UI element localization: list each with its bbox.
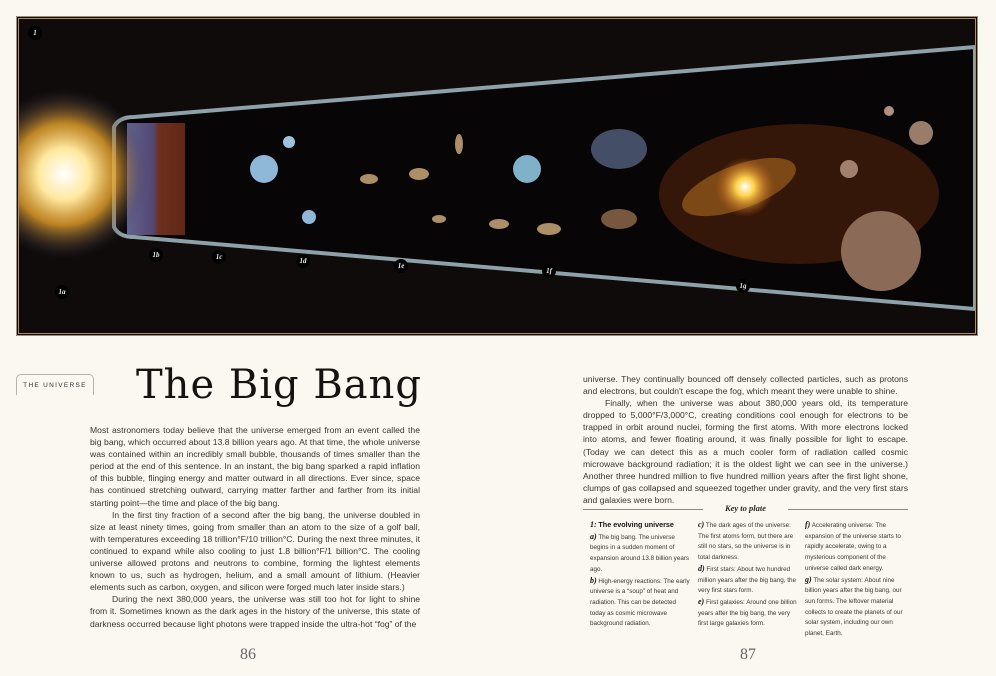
paragraph: In the first tiny fraction of a second after the big bang, the universe doubled in size at least ninety times, going from smaller than an atom to the size of a golf ball, with temperatures exceeding 18 trillion°F/10 trillion°C. During the next three minutes, it continued to expand while also cooling to just 1.8 billion°F/1 billion°C. The cooling universe allowed protons and neutrons to combine, forming the lightest elements known to us, such as hydrogen, helium, and a small amount of lithium. (Heavier elements such as carbon, oxygen, and silicon were forged much later inside stars.) <box>90 509 420 593</box>
paragraph: universe. They continually bounced off densely collected particles, such as protons and electrons, but couldn't escape the fog, which meant they were unable to shine. <box>583 374 908 397</box>
key-heading <box>583 502 908 516</box>
key-item: e) First galaxies: Around one billion years after the big bang, the very first large galaxies form. <box>698 596 797 628</box>
paragraph: Finally, when the universe was about 380,000 years old, its temperature dropped to 5,000°F/3,000°C, creating conditions cool enough for electrons to be trapped in orbit around nuclei, forming the first atoms. With more electrons locked into atoms, and fewer floating around, it was finally possible for light to escape. (Today we can detect this as a much cooler form of radiation called cosmic microwave background radiation; it is the oldest light we can see in the universe.) Another three hundred million to five hundred million years after the first light shone, clumps of gas collapsed and squeezed together under gravity, and the very first stars and galaxies were born. <box>583 398 908 505</box>
page-title: The Big Bang <box>136 362 422 408</box>
paragraph: During the next 380,000 years, the universe was still too hot for light to shine from it. Sometimes known as the dark ages in the history of the universe, this state of darkness occurred because light photons were trapped inside the ultra-hot “fog” of the <box>90 594 420 629</box>
plate-label: 1c <box>212 250 226 264</box>
plate-label: 1a <box>55 285 69 299</box>
section-tag: THE UNIVERSE <box>16 374 94 395</box>
key-item: g) The solar system: About nine billion years after the big bang, our sun forms. The leftover material collects to create the planets of our solar system, including our own planet, Earth. <box>805 574 903 638</box>
page-number-left: 86 <box>240 646 256 663</box>
plate-label: 1b <box>149 248 163 262</box>
key-heading-text: Key to plate <box>724 503 767 513</box>
expanding-universe-tube-icon <box>19 19 975 333</box>
key-item: d) First stars: About two hundred million years after the big bang, the very first stars form. <box>698 563 797 595</box>
key-item: c) The dark ages of the universe: The first atoms form, but there are still no stars, so the universe is in total darkness. <box>698 520 794 562</box>
key-number: 1: <box>590 520 597 529</box>
body-text-right <box>583 373 908 506</box>
plate-label: 1g <box>736 279 750 293</box>
plate-label: 1e <box>394 259 408 273</box>
universe-plate-illustration <box>16 16 978 336</box>
plate-label: 1d <box>296 254 310 268</box>
plate-label: 1 <box>28 26 42 40</box>
key-title: The evolving universe <box>598 520 674 529</box>
paragraph: Most astronomers today believe that the universe emerged from an event called the big bang, which occurred about 13.8 billion years ago. At that time, the whole universe was contained within an incredibly small bubble, thousands of times smaller than the period at the end of this sentence. In an instant, the big bang sparked a rapid inflation of this bubble, flinging energy and matter outward in all directions. Ever since, space has continued stretching outward, carrying matter farther and farther from its initial starting point—the time and place of the big bang. <box>90 425 420 508</box>
key-item: f) Accelerating universe: The expansion of the universe starts to rapidly accelerate, owing to a mysterious component of the universe called dark energy. <box>805 520 901 572</box>
divider <box>788 509 908 510</box>
key-item: a) The big bang. The universe begins in a sudden moment of expansion around 13.8 billion years ago. <box>590 531 690 573</box>
key-column <box>805 520 905 640</box>
body-text-left <box>90 424 420 630</box>
key-item: b) High-energy reactions: The early universe is a “soup” of heat and radiation. This can be detected today as cosmic microwave background radiation. <box>590 575 690 628</box>
key-column <box>698 520 798 630</box>
key-column <box>590 520 690 630</box>
plate-label: 1f <box>542 264 556 278</box>
page-number-right: 87 <box>740 646 756 663</box>
